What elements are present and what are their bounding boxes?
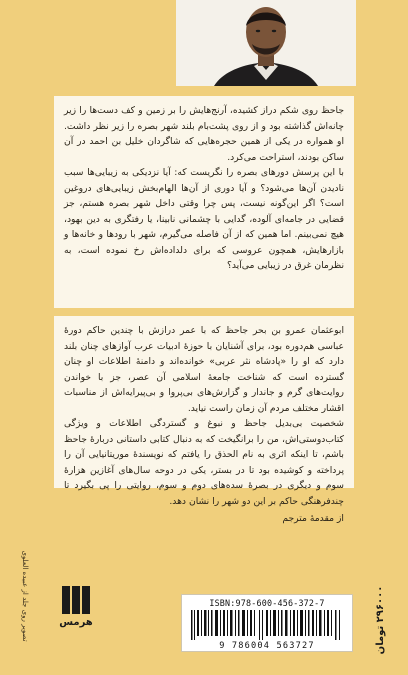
ean-number: 9 786004 563727	[219, 641, 315, 651]
intro-source-label: از مقدمهٔ مترجم	[282, 513, 344, 524]
intro-paragraph-2: شخصیت بی‌بدیل جاحظ و نبوغ و گستردگی اطلاعات و ویژگی کتاب‌دوستی‌اش، من را برانگیخت که به دنبال کتابی داستانی دربارهٔ جاحظ باشم، تا اینکه اثری به نام الحذق را یافتم که نویسندهٔ موریتانیایی آن را پرداخته و کوشیده بود تا در بستر، یکی در دوحه سال‌های آغازین هزارهٔ سوم و دیگری در بصرهٔ سده‌های دوم و سوم، روایتی را پی بگیرد تا چندفرهنگی حاکم بر این دو شهر را نشان دهد.	[64, 418, 344, 507]
barcode	[181, 594, 353, 652]
barcode-bars-icon	[189, 610, 345, 640]
excerpt-paragraph-1: جاحظ روی شکم دراز کشیده، آرنج‌هایش را بر زمین و کف دست‌ها را زیر چانه‌اش گذاشته بود و از روی پشت‌بام بلند شهر بصره را زیر نظر داشت. او همواره در یکی از همین حجره‌هایی که شاگردان خلیل بن احمد در آن ساکن بودند، استراحت می‌کرد.	[64, 105, 344, 163]
translator-introduction	[54, 316, 354, 524]
price-label: ۲۹۶۰۰۰ تومان	[375, 585, 386, 655]
publisher-name: هرمس	[59, 617, 93, 628]
cover-image-credit: تصویر روی جلد از عبیده العلوی	[21, 550, 29, 642]
author-photo	[176, 0, 356, 86]
excerpt-paragraph-2: با این پرسش دورهای بصره را نگریست که: آیا نزدیکی به زیبایی‌ها سبب نادیدن آن‌ها می‌شود؟ و آیا دوری از آن‌ها الهام‌بخش زیبایی‌های دروغین است؟ اگر این‌گونه نیست، پس چرا وقتی داخل شهر بصره هستم، جز قضایی در جامه‌ای آلوده، گدایی با چشمانی نابینا، یا رفتگری به دین بهود، هیچ نمی‌بینم. اما همین که از آن فاصله می‌گیرم، شهر با رودها و خانه‌ها و بازارهایش، همچون عروسی که برای دلداده‌اش رخ نموده است، به نظرمان غرق در زیبایی می‌آید؟	[64, 167, 344, 271]
isbn-text: ISBN:978-600-456-372-7	[209, 598, 325, 608]
synopsis-excerpt	[54, 96, 354, 308]
publisher-logo	[58, 586, 94, 638]
intro-paragraph-1: ابوعثمان عمرو بن بحر جاحظ که با عمر درازش با چندین حاکم دورهٔ عباسی هم‌دوره بود، برای آشنایان با حوزهٔ ادبیات عرب آوازهای چنان بلند دارد که او را «پادشاه نثر عربی» خوانده‌اند و دامنهٔ اطلاعات او چنان گسترده است که شناخت جامعهٔ اسلامی آن عصر، جز با خواندن روایت‌های گرم و جاندار و گزارش‌های بی‌پروا و بی‌پیرایه‌اش از مناسبات اقشار مختلف مردم آن زمان راست نیاید.	[64, 325, 344, 414]
publisher-logo-icon	[58, 586, 94, 614]
